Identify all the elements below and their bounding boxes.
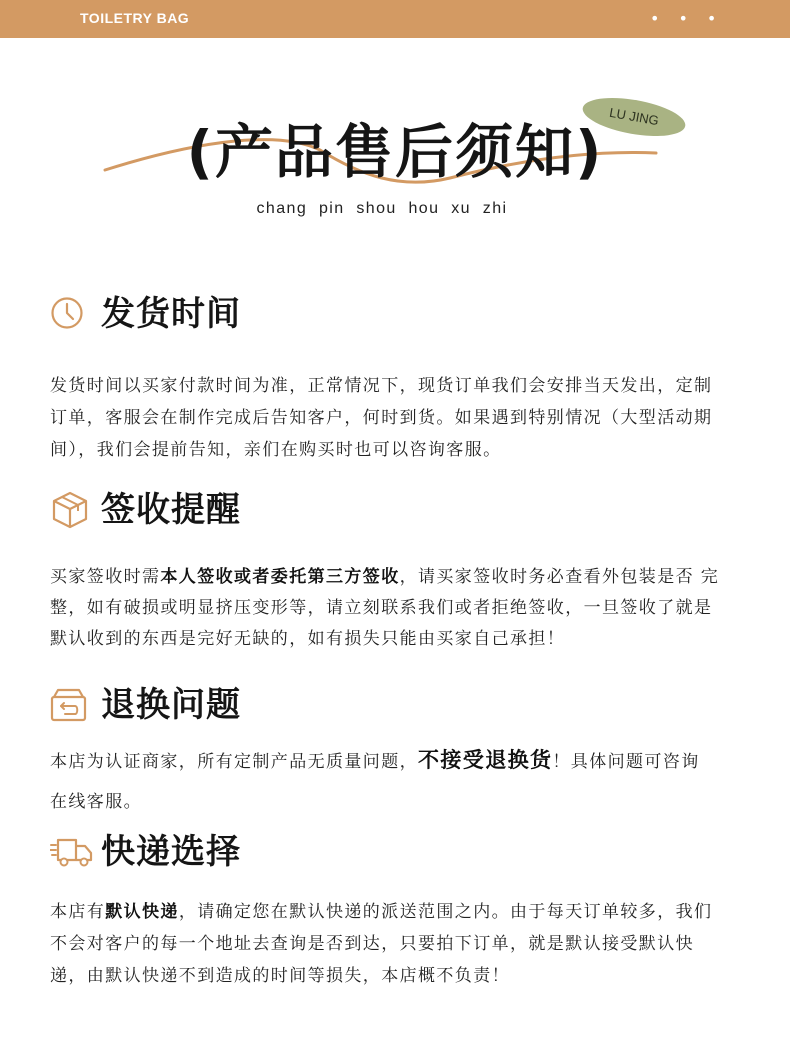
text-run: ！具体问题可咨询 [552, 752, 700, 772]
package-box-icon [50, 490, 90, 530]
delivery-truck-icon [50, 836, 94, 868]
page-title: (产品售后须知) [186, 118, 604, 186]
section-text-courier [50, 896, 740, 992]
clock-icon [50, 296, 86, 332]
paragraph-line: 默认收到的东西是完好无缺的，如有损失只能由买家自己承担！ [50, 629, 566, 649]
paragraph-line: 递，由默认快递不到造成的时间等损失，本店概不负责！ [50, 966, 510, 986]
paragraph-line: 整，如有破损或明显挤压变形等，请立刻联系我们或者拒绝签收，一旦签收了就是 [50, 598, 713, 618]
bold-text: 本人签收或者委托第三方签收 [160, 567, 400, 587]
text-run: 买家签收时需 [50, 567, 161, 587]
paragraph-line: 发货时间以买家付款时间为准，正常情况下，现货订单我们会安排当天发出，定制 [50, 376, 713, 396]
return-box-icon [50, 688, 88, 722]
section-text-returns [50, 740, 740, 822]
paragraph-line: 在线客服。 [50, 792, 142, 812]
section-heading-shipping: 发货时间 [101, 294, 241, 334]
badge-label: LU JING [608, 104, 660, 129]
section-heading-receipt: 签收提醒 [101, 490, 241, 530]
section-text-shipping [50, 370, 740, 466]
paragraph-line: 间），我们会提前告知，亲们在购买时也可以咨询客服。 [50, 440, 502, 460]
text-run: 本店有 [50, 902, 106, 922]
section-heading-courier: 快递选择 [101, 832, 241, 872]
section-heading-returns: 退换问题 [101, 685, 241, 725]
paragraph-line: 不会对客户的每一个地址去查询是否到达，只要拍下订单，就是默认接受默认快 [50, 934, 694, 954]
emphasis-text: 不接受退换货 [418, 748, 553, 772]
paragraph-line: 订单，客服会在制作完成后告知客户，何时到货。如果遇到特别情况（大型活动期 [50, 408, 713, 428]
brand-label: TOILETRY BAG [80, 10, 190, 26]
bold-text: 默认快递 [105, 902, 179, 922]
title-pinyin: chang pin shou hou xu zhi [256, 200, 508, 217]
section-text-receipt [50, 562, 740, 655]
text-run: ，请买家签收时务必查看外包装是否 完 [399, 567, 720, 587]
text-run: 本店为认证商家，所有定制产品无质量问题， [50, 752, 418, 772]
dots-decoration: ••• [650, 9, 736, 28]
text-run: ，请确定您在默认快递的派送范围之内。由于每天订单较多，我们 [178, 902, 713, 922]
